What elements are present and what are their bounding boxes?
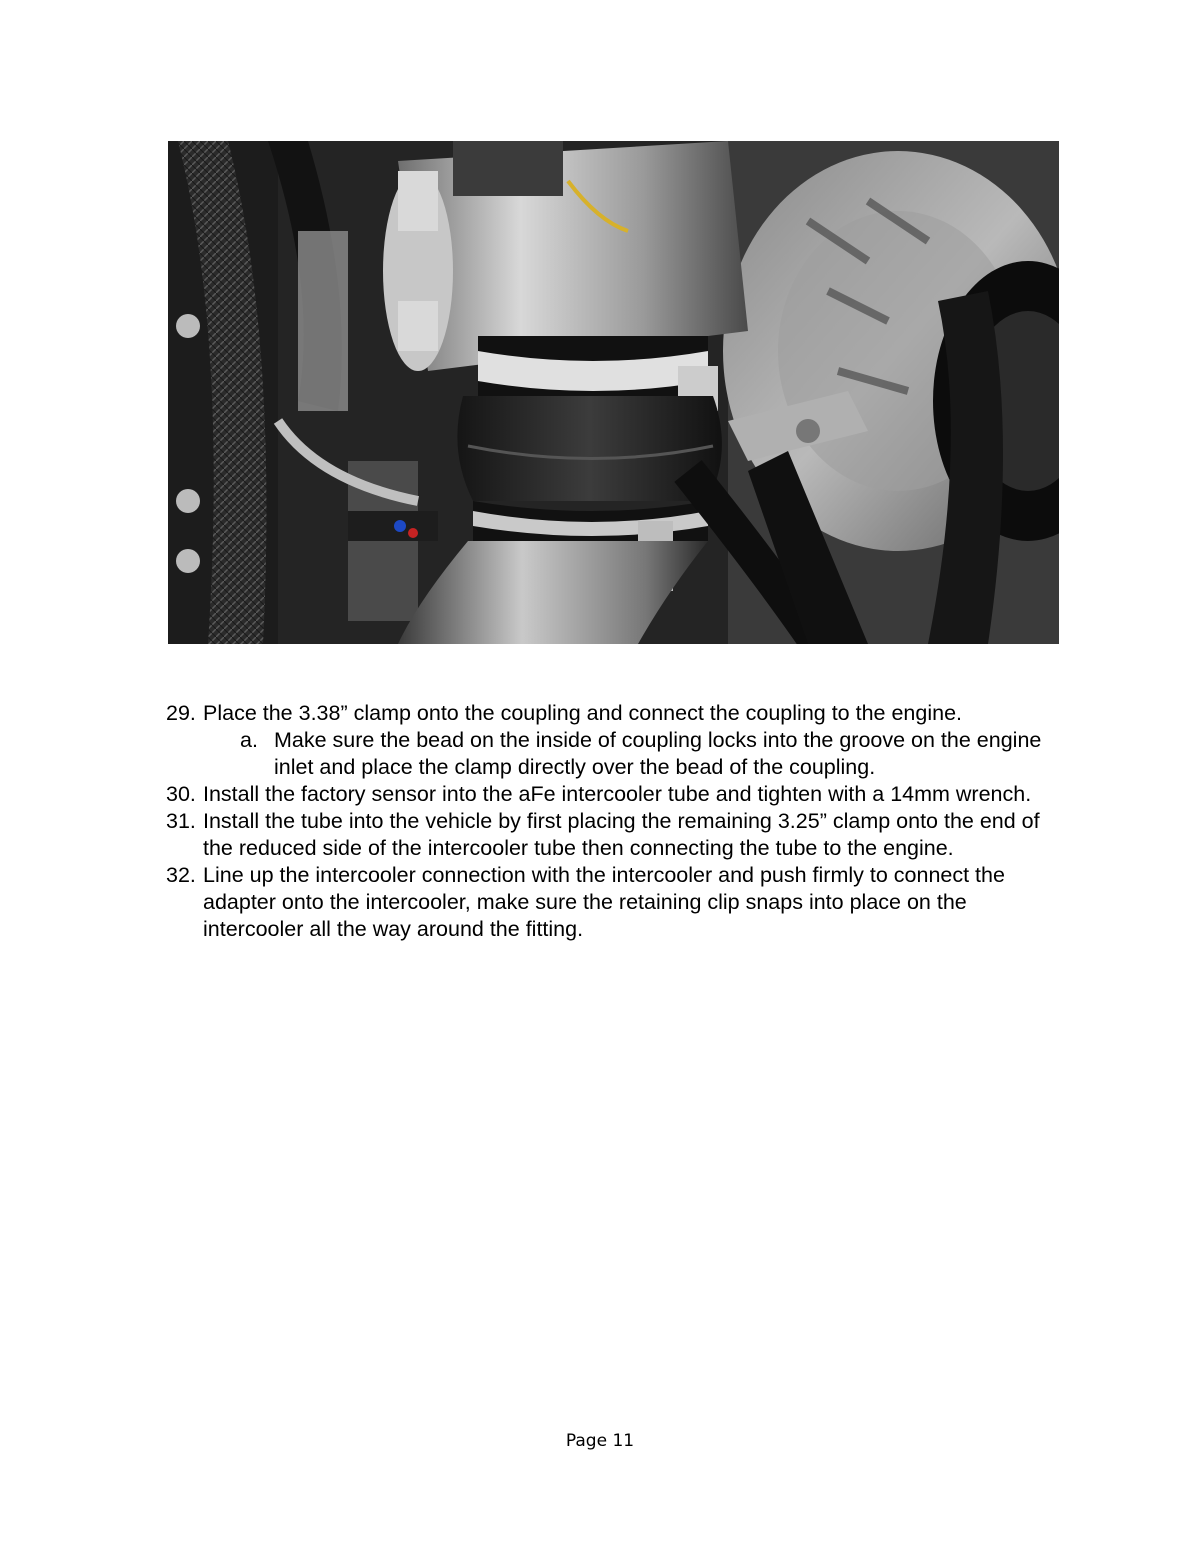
step-text: Line up the intercooler connection with the intercooler and push firmly to connect the adapter onto the intercooler, make sure the retaining clip snaps into place on the intercooler all the way around the fitting.	[203, 863, 1005, 941]
step-31	[166, 808, 1066, 862]
step-number: 31.	[166, 809, 196, 833]
step-number: 32.	[166, 863, 196, 887]
step-text: Install the tube into the vehicle by first placing the remaining 3.25” clamp onto the end of the reduced side of the intercooler tube then connecting the tube to the engine.	[203, 809, 1040, 860]
step-32	[166, 862, 1066, 943]
instruction-steps	[166, 700, 1066, 943]
substep-29a	[166, 727, 1066, 781]
step-30	[166, 781, 1066, 808]
step-text: Install the factory sensor into the aFe intercooler tube and tighten with a 14mm wrench.	[203, 782, 1032, 806]
step-text: Place the 3.38” clamp onto the coupling and connect the coupling to the engine.	[203, 701, 963, 725]
page-number: Page 11	[565, 1431, 635, 1451]
step-29	[166, 700, 1066, 727]
page-footer	[0, 1431, 1200, 1451]
engine-photo-illustration	[168, 141, 1059, 644]
engine-bay-photo	[168, 141, 1059, 644]
step-number: 30.	[166, 782, 196, 806]
substep-letter: a.	[240, 728, 258, 752]
step-number: 29.	[166, 701, 196, 725]
substep-text: Make sure the bead on the inside of coupling locks into the groove on the engine inlet and place the clamp directly over the bead of the coupling.	[274, 728, 1042, 779]
